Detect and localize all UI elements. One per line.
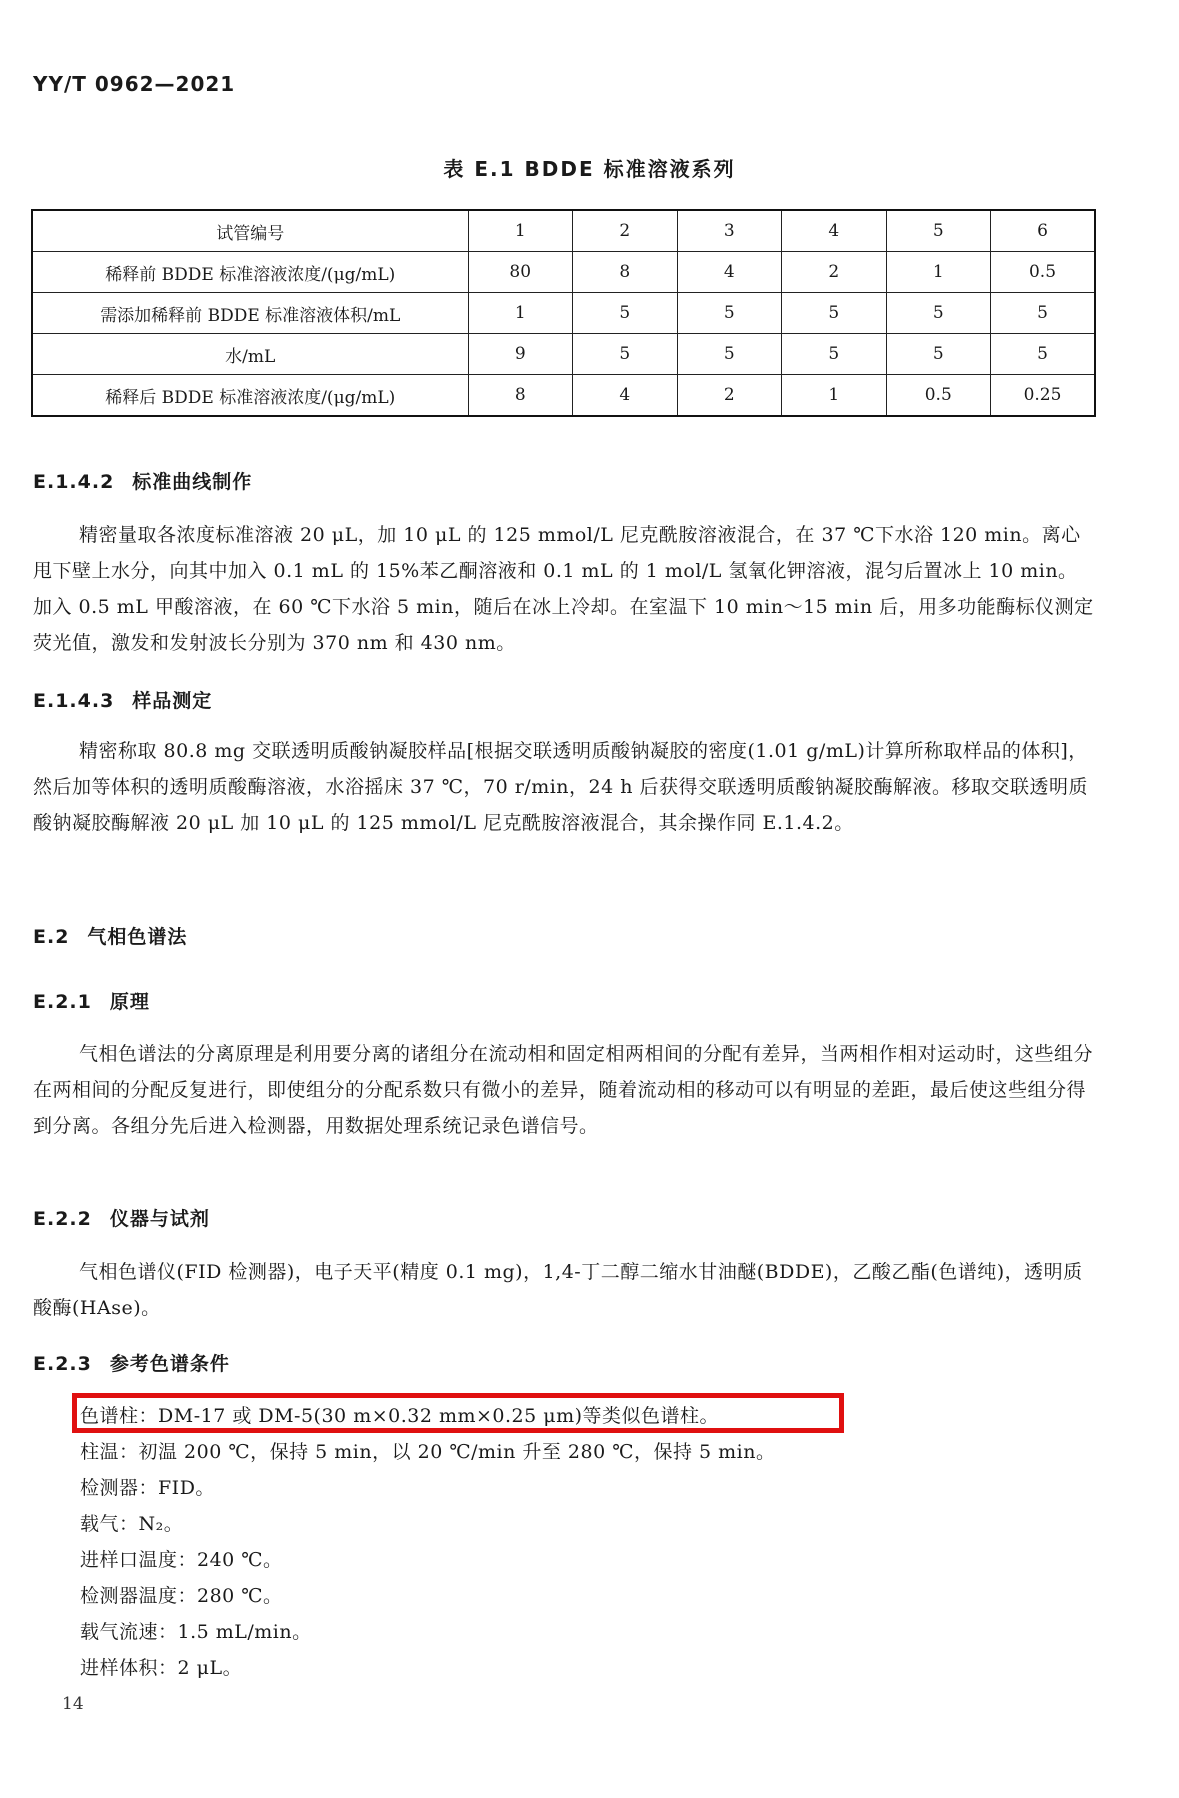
- section-heading-e22: [33, 1204, 210, 1231]
- highlight-box: [72, 1393, 844, 1433]
- table-cell: 稀释后 BDDE 标准溶液浓度/(μg/mL): [32, 375, 468, 417]
- table-cell: 9: [468, 334, 573, 375]
- table-title: 表 E.1 BDDE 标准溶液系列: [443, 157, 736, 181]
- table-cell: 0.5: [886, 375, 991, 417]
- table-cell: 0.25: [991, 375, 1096, 417]
- section-number: E.2: [33, 926, 70, 948]
- table-cell: 8: [573, 252, 678, 293]
- table-cell: 4: [782, 210, 887, 252]
- table-row: [32, 252, 1095, 293]
- table-cell: 5: [782, 334, 887, 375]
- table-cell: 3: [677, 210, 782, 252]
- bdde-standard-table: [31, 209, 1096, 417]
- table-cell: 80: [468, 252, 573, 293]
- table-row: [32, 334, 1095, 375]
- condition-detector-temperature: 检测器温度：280 ℃。: [80, 1585, 283, 1607]
- condition-injection-volume: 进样体积：2 μL。: [80, 1657, 243, 1679]
- section-title: 气相色谱法: [87, 926, 188, 948]
- table-cell: 需添加稀释前 BDDE 标准溶液体积/mL: [32, 293, 468, 334]
- section-number: E.1.4.3: [33, 690, 115, 712]
- table-cell: 稀释前 BDDE 标准溶液浓度/(μg/mL): [32, 252, 468, 293]
- section-title: 仪器与试剂: [109, 1208, 210, 1230]
- condition-column: 色谱柱：DM-17 或 DM-5(30 m×0.32 mm×0.25 μm)等类似色谱柱。: [80, 1405, 720, 1427]
- table-cell: 6: [991, 210, 1096, 252]
- table-cell: 1: [782, 375, 887, 417]
- standard-code: YY/T 0962—2021: [33, 72, 236, 96]
- table-cell: 2: [782, 252, 887, 293]
- table-cell: 2: [677, 375, 782, 417]
- table-cell: 4: [573, 375, 678, 417]
- table-cell: 2: [573, 210, 678, 252]
- section-title: 标准曲线制作: [132, 471, 253, 493]
- paragraph-e21: [33, 1036, 1096, 1144]
- table-cell: 试管编号: [32, 210, 468, 252]
- section-number: E.2.2: [33, 1208, 92, 1230]
- table-cell: 4: [677, 252, 782, 293]
- table-row: [32, 375, 1095, 417]
- table-row: [32, 210, 1095, 252]
- paragraph-e142: [33, 517, 1096, 661]
- section-title: 原理: [109, 991, 150, 1013]
- table-cell: 0.5: [991, 252, 1096, 293]
- table-cell: 1: [468, 293, 573, 334]
- section-heading-e21: [33, 987, 150, 1014]
- page-number: 14: [62, 1694, 84, 1714]
- table-cell: 1: [468, 210, 573, 252]
- table-cell: 1: [886, 252, 991, 293]
- table-cell: 5: [573, 293, 678, 334]
- table-cell: 5: [677, 334, 782, 375]
- table-row: [32, 293, 1095, 334]
- paragraph-text: 精密称取 80.8 mg 交联透明质酸钠凝胶样品[根据交联透明质酸钠凝胶的密度(1.01 g/mL)计算所称取样品的体积]，然后加等体积的透明质酸酶溶液，水浴摇床 37 ℃，70 r/min，24 h 后获得交联透明质酸钠凝胶酶解液。移取交联透明质酸钠凝胶酶解液 20 μL 加 10 μL 的 125 mmol/L 尼克酰胺溶液混合，其余操作同 E.1.4.2。: [33, 740, 1089, 834]
- table-cell: 5: [677, 293, 782, 334]
- paragraph-text: 气相色谱法的分离原理是利用要分离的诸组分在流动相和固定相两相间的分配有差异，当两相作相对运动时，这些组分在两相间的分配反复进行，即使组分的分配系数只有微小的差异，随着流动相的移动可以有明显的差距，最后使这些组分得到分离。各组分先后进入检测器，用数据处理系统记录色谱信号。: [33, 1043, 1094, 1137]
- condition-carrier-gas: 载气：N₂。: [80, 1513, 184, 1535]
- paragraph-e22: [33, 1254, 1096, 1326]
- condition-inlet-temperature: 进样口温度：240 ℃。: [80, 1549, 283, 1571]
- table-cell: 水/mL: [32, 334, 468, 375]
- table-cell: 5: [782, 293, 887, 334]
- section-heading-e2: [33, 922, 187, 949]
- table-cell: 5: [991, 293, 1096, 334]
- paragraph-text: 精密量取各浓度标准溶液 20 μL，加 10 μL 的 125 mmol/L 尼克酰胺溶液混合，在 37 ℃下水浴 120 min。离心甩下壁上水分，向其中加入 0.1 mL 的 15%苯乙酮溶液和 0.1 mL 的 1 mol/L 氢氧化钾溶液，混匀后置冰上 10 min。加入 0.5 mL 甲酸溶液，在 60 ℃下水浴 5 min，随后在冰上冷却。在室温下 10 min～15 min 后，用多功能酶标仪测定荧光值，激发和发射波长分别为 370 nm 和 430 nm。: [33, 524, 1094, 654]
- condition-detector: 检测器：FID。: [80, 1477, 215, 1499]
- section-number: E.2.3: [33, 1353, 92, 1375]
- table-cell: 5: [886, 334, 991, 375]
- section-title: 参考色谱条件: [109, 1353, 230, 1375]
- table-cell: 5: [886, 293, 991, 334]
- condition-flow-rate: 载气流速：1.5 mL/min。: [80, 1621, 312, 1643]
- condition-temperature-program: 柱温：初温 200 ℃，保持 5 min，以 20 ℃/min 升至 280 ℃，保持 5 min。: [80, 1441, 776, 1463]
- section-number: E.2.1: [33, 991, 92, 1013]
- table-cell: 5: [991, 334, 1096, 375]
- paragraph-e143: [33, 733, 1096, 841]
- section-heading-e142: [33, 467, 252, 494]
- section-heading-e143: [33, 686, 212, 713]
- table-cell: 5: [573, 334, 678, 375]
- section-title: 样品测定: [132, 690, 213, 712]
- section-number: E.1.4.2: [33, 471, 115, 493]
- table-cell: 5: [886, 210, 991, 252]
- table-cell: 8: [468, 375, 573, 417]
- paragraph-text: 气相色谱仪(FID 检测器)，电子天平(精度 0.1 mg)，1,4-丁二醇二缩水甘油醚(BDDE)，乙酸乙酯(色谱纯)，透明质酸酶(HAse)。: [33, 1261, 1083, 1319]
- section-heading-e23: [33, 1349, 230, 1376]
